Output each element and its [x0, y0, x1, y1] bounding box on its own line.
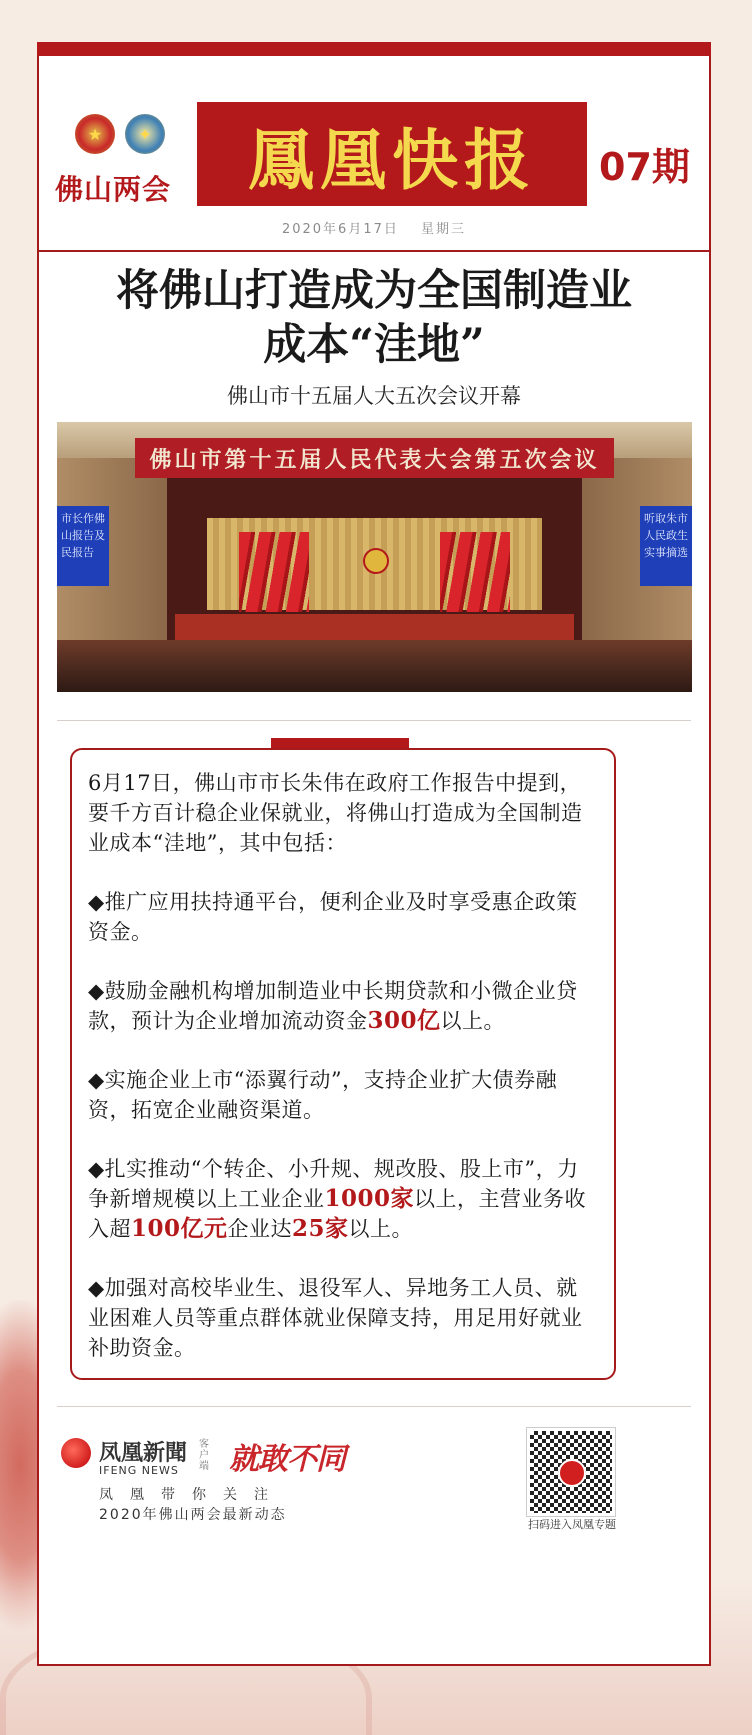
footer-divider	[57, 1406, 691, 1407]
item4-text-a: ◆扎实推动“个转企、小升规、规改股、股上市”，力争新增规模以上工业企业	[88, 1157, 579, 1211]
ifeng-logo-icon	[61, 1438, 91, 1468]
national-emblem-icon: ★	[75, 114, 115, 154]
footer-tagline-1: 凤凰带你关注	[99, 1487, 285, 1503]
content-box-tab	[271, 738, 409, 748]
photo-screen-left: 市长作佛山报告及民报告	[57, 506, 109, 586]
date-text: 2020年6月17日	[281, 222, 399, 237]
header-divider	[39, 250, 709, 252]
headline	[39, 264, 709, 372]
content-box	[70, 748, 616, 1380]
photo-audience	[57, 640, 692, 692]
red-flags-right	[440, 532, 510, 612]
list-item-2	[88, 976, 598, 1036]
masthead-title: 鳳凰快报	[197, 102, 587, 206]
brand-name-cn: 凤凰新聞	[99, 1440, 188, 1466]
stage-emblem-icon	[363, 548, 389, 574]
red-flags-left	[239, 532, 309, 612]
issue-number: 07期	[599, 145, 690, 189]
list-item-3: ◆实施企业上市“添翼行动”，支持企业扩大债券融资，拓宽企业融资渠道。	[88, 1068, 558, 1122]
poster-card	[37, 42, 711, 1666]
item2-text-b: 以上。	[440, 1009, 506, 1033]
cppcc-emblem-icon: ✦	[125, 114, 165, 154]
item4-text-b: 以上，主营业务收入超	[88, 1187, 587, 1241]
item4-text-d: 以上。	[348, 1217, 414, 1241]
headline-line-1: 将佛山打造成为全国制造业	[116, 266, 632, 316]
photo-rostrum	[175, 614, 574, 640]
photo-banner: 佛山市第十五届人民代表大会第五次会议	[135, 438, 614, 478]
item4-highlight-1: 1000家	[324, 1185, 415, 1212]
list-item-4	[88, 1154, 598, 1244]
weekday-text: 星期三	[421, 222, 467, 237]
list-item-5: ◆加强对高校毕业生、退役军人、异地务工人员、就业困难人员等重点群体就业保障支持，用足用好就业补助资金。	[88, 1276, 583, 1360]
qr-caption: 扫码进入凤凰专题	[528, 1518, 616, 1531]
item4-highlight-3: 25家	[292, 1215, 349, 1242]
item4-text-c: 企业达	[227, 1217, 293, 1241]
brand-name-en: IFENG NEWS	[99, 1464, 179, 1477]
subheadline: 佛山市十五届人大五次会议开幕	[227, 384, 521, 408]
top-red-bar	[37, 42, 711, 56]
qr-logo-icon	[558, 1459, 586, 1487]
photo-screen-right: 听取朱市人民政生实事摘选	[640, 506, 692, 586]
logo-text: 佛山两会	[55, 173, 172, 206]
headline-line-2: 成本“洼地”	[263, 320, 485, 370]
brand-slogan: 就敢不同	[229, 1442, 345, 1477]
item4-highlight-2: 100亿元	[131, 1215, 228, 1242]
item2-text-a: ◆鼓励金融机构增加制造业中长期贷款和小微企业贷款，预计为企业增加流动资金	[88, 979, 578, 1033]
brand-client-label: 客户端	[199, 1439, 209, 1472]
list-item-1: ◆推广应用扶持通平台，便利企业及时享受惠企政策资金。	[88, 890, 578, 944]
conference-photo	[57, 422, 692, 692]
footer-tagline-2: 2020年佛山两会最新动态	[99, 1507, 287, 1523]
qr-code[interactable]	[527, 1428, 615, 1516]
divider-line	[57, 720, 691, 721]
item2-highlight: 300亿	[367, 1007, 441, 1034]
issue-date	[39, 218, 709, 237]
header	[39, 56, 709, 282]
intro-paragraph: 6月17日，佛山市市长朱伟在政府工作报告中提到，要千方百计稳企业保就业，将佛山打造成为全国制造业成本“洼地”，其中包括：	[88, 771, 583, 855]
